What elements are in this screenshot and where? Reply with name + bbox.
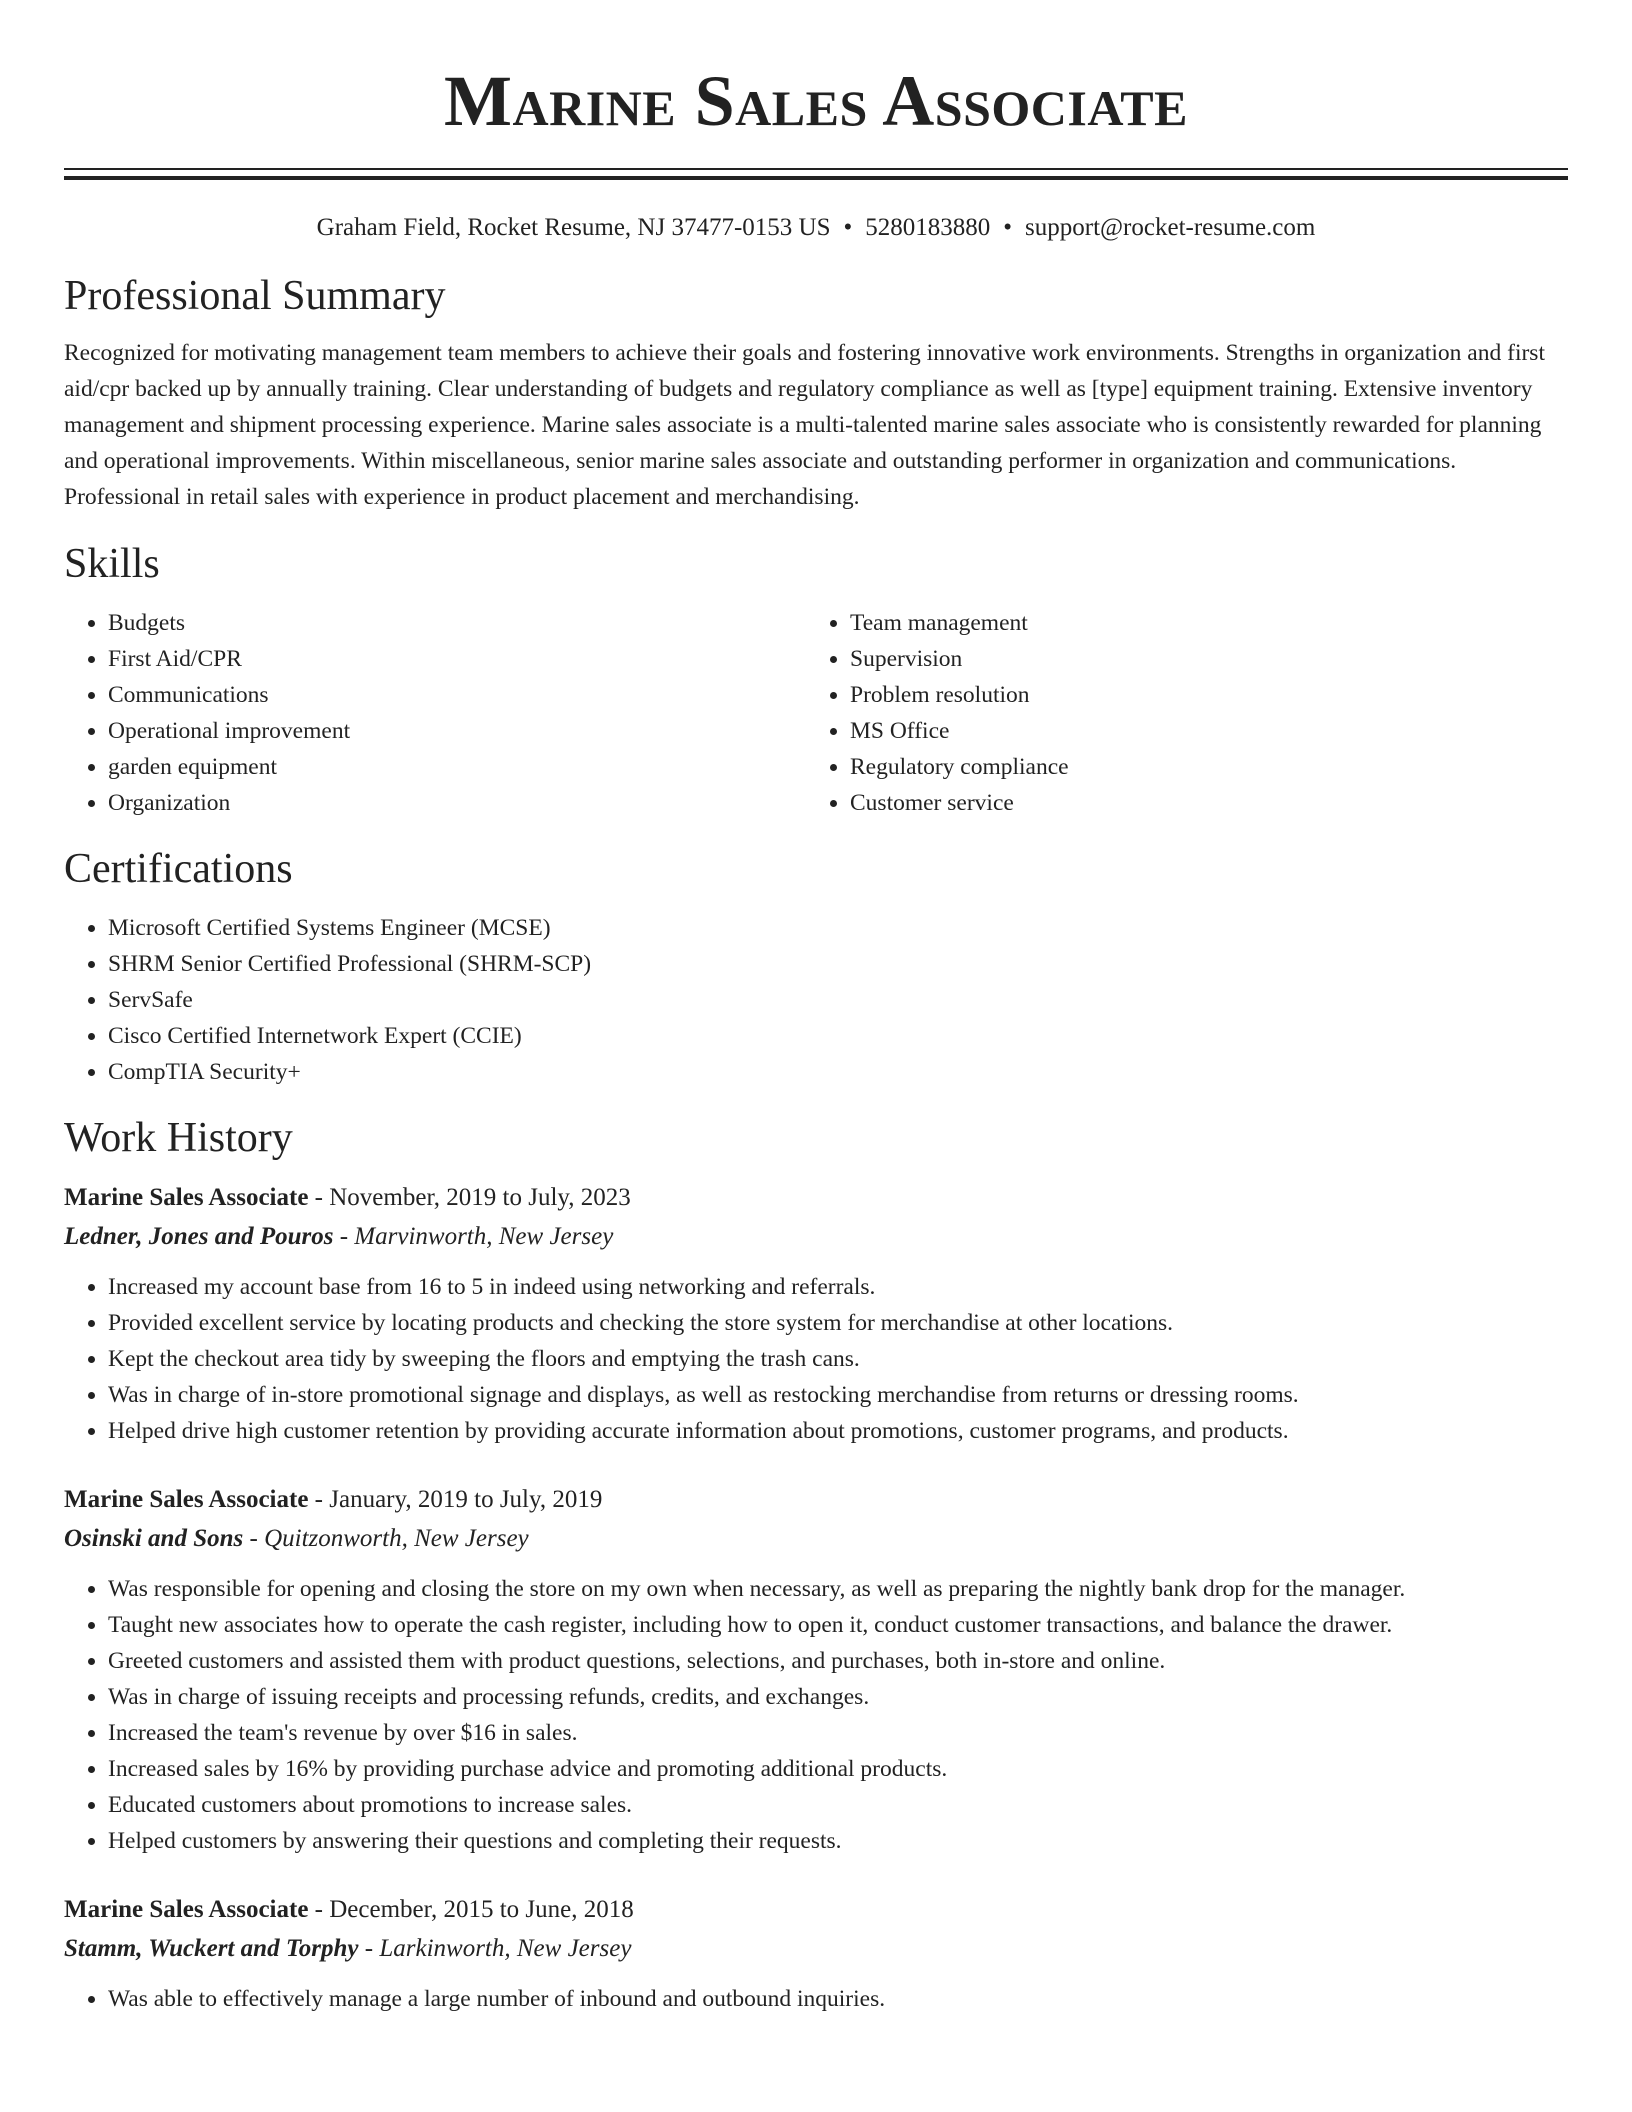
summary-heading: Professional Summary xyxy=(64,273,446,319)
skill-item: • MS Office xyxy=(850,713,1548,749)
job-bullet: • Helped drive high customer retention by providing accurate information about promotions, customer programs, and products. xyxy=(108,1413,1568,1449)
certifications-heading: Certifications xyxy=(64,846,293,892)
skill-item: • Problem resolution xyxy=(850,677,1548,713)
job-entry xyxy=(64,1178,1568,1449)
job-bullet: • Was responsible for opening and closing the store on my own when necessary, as well as preparing the nightly bank drop for the manager. xyxy=(108,1571,1568,1607)
job-title: Marine Sales Associate xyxy=(64,1184,309,1211)
job-bullet: • Increased sales by 16% by providing purchase advice and promoting additional products. xyxy=(108,1751,1568,1787)
job-company: Ledner, Jones and Pouros xyxy=(64,1223,334,1250)
resume-title: Marine Sales Associate xyxy=(444,61,1188,141)
job-title: Marine Sales Associate xyxy=(64,1896,309,1923)
job-location: - Quitzonworth, New Jersey xyxy=(243,1525,529,1552)
job-bullet: • Educated customers about promotions to increase sales. xyxy=(108,1787,1568,1823)
skill-item: • Team management xyxy=(850,605,1548,641)
job-bullets xyxy=(64,1269,1568,1449)
job-bullet: • Was in charge of in-store promotional signage and displays, as well as restocking merchandise from returns or dressing rooms. xyxy=(108,1377,1568,1413)
job-title-line xyxy=(64,1480,1568,1519)
contact-separator: • xyxy=(843,214,853,241)
job-entry xyxy=(64,1890,1568,2017)
job-title: Marine Sales Associate xyxy=(64,1486,309,1513)
job-location: - Marvinworth, New Jersey xyxy=(333,1223,614,1250)
contact-separator: • xyxy=(1003,214,1013,241)
job-dates: - January, 2019 to July, 2019 xyxy=(308,1486,603,1513)
certifications-list xyxy=(64,910,1568,1090)
job-dates: - November, 2019 to July, 2023 xyxy=(308,1184,631,1211)
certification-item: • ServSafe xyxy=(108,982,1568,1018)
job-bullet: • Increased the team's revenue by over $16 in sales. xyxy=(108,1715,1568,1751)
job-title-line xyxy=(64,1178,1568,1217)
contact-email: support@rocket-resume.com xyxy=(1025,214,1316,241)
skill-item: • Operational improvement xyxy=(108,713,806,749)
job-bullets xyxy=(64,1571,1568,1859)
skill-item: • Supervision xyxy=(850,641,1548,677)
job-bullet: • Provided excellent service by locating products and checking the store system for merchandise at other locations. xyxy=(108,1305,1568,1341)
job-bullet: • Kept the checkout area tidy by sweeping the floors and emptying the trash cans. xyxy=(108,1341,1568,1377)
skill-item: • Regulatory compliance xyxy=(850,749,1548,785)
certification-item: • Cisco Certified Internetwork Expert (CCIE) xyxy=(108,1018,1568,1054)
certification-item: • CompTIA Security+ xyxy=(108,1054,1568,1090)
skill-item: • Customer service xyxy=(850,785,1548,821)
job-bullet: • Helped customers by answering their questions and completing their requests. xyxy=(108,1823,1568,1859)
contact-address: Graham Field, Rocket Resume, NJ 37477-0153 US xyxy=(316,214,831,241)
skill-item: • garden equipment xyxy=(108,749,806,785)
job-company-line xyxy=(64,1929,1568,1968)
summary-text: Recognized for motivating management team members to achieve their goals and fostering innovative work environments. Strengths in organization and first aid/cpr backed up by annually training. Clear understanding of budgets and regulatory compliance as well as [type] equipment training. Extensive inventory management and shipment processing experience. Marine sales associate is a multi-talented marine sales associate who is consistently rewarded for planning and operational improvements. Within miscellaneous, senior marine sales associate and outstanding performer in organization and communications. Professional in retail sales with experience in product placement and merchandising. xyxy=(64,340,1545,510)
certification-item: • Microsoft Certified Systems Engineer (MCSE) xyxy=(108,910,1568,946)
job-title-line xyxy=(64,1890,1568,1929)
resume-page xyxy=(64,0,1568,2017)
skills-list xyxy=(64,605,1568,821)
job-company: Stamm, Wuckert and Torphy xyxy=(64,1935,359,1962)
skill-item: • Budgets xyxy=(108,605,806,641)
job-bullet: • Taught new associates how to operate the cash register, including how to open it, conduct customer transactions, and balance the drawer. xyxy=(108,1607,1568,1643)
job-bullets xyxy=(64,1981,1568,2017)
skill-item: • Organization xyxy=(108,785,806,821)
skills-column-right xyxy=(806,605,1548,821)
job-bullet: • Increased my account base from 16 to 5 in indeed using networking and referrals. xyxy=(108,1269,1568,1305)
skill-item: • Communications xyxy=(108,677,806,713)
job-company-line xyxy=(64,1519,1568,1558)
job-bullet: • Was able to effectively manage a large number of inbound and outbound inquiries. xyxy=(108,1981,1568,2017)
skills-column-left xyxy=(64,605,806,821)
title-rule-thick xyxy=(64,176,1568,180)
skill-item: • First Aid/CPR xyxy=(108,641,806,677)
contact-phone: 5280183880 xyxy=(865,214,991,241)
job-entry xyxy=(64,1480,1568,1859)
job-bullet: • Greeted customers and assisted them with product questions, selections, and purchases, both in-store and online. xyxy=(108,1643,1568,1679)
title-rule-thin xyxy=(64,168,1568,170)
certification-item: • SHRM Senior Certified Professional (SHRM-SCP) xyxy=(108,946,1568,982)
job-location: - Larkinworth, New Jersey xyxy=(358,1935,632,1962)
job-company: Osinski and Sons xyxy=(64,1525,244,1552)
job-company-line xyxy=(64,1217,1568,1256)
skills-heading: Skills xyxy=(64,541,160,587)
work-history-heading: Work History xyxy=(64,1115,293,1161)
contact-line xyxy=(64,213,1568,243)
job-dates: - December, 2015 to June, 2018 xyxy=(308,1896,634,1923)
job-bullet: • Was in charge of issuing receipts and processing refunds, credits, and exchanges. xyxy=(108,1679,1568,1715)
